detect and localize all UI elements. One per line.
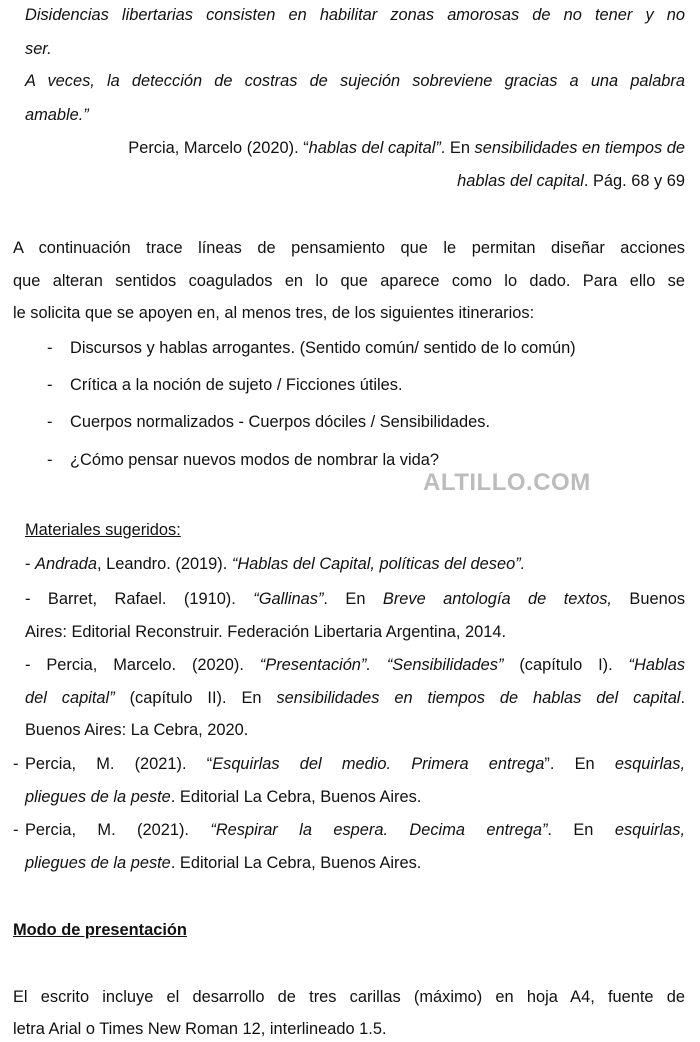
reference-5-line-1 [25,819,685,841]
ref-book: Breve antología de textos, [382,590,612,608]
ref-in: . En [323,590,383,608]
citation-book-title: sensibilidades en tiempos de [474,139,685,157]
reference-5-line-2 [25,852,421,874]
ref-title: “Gallinas” [253,590,324,608]
materials-heading: Materiales sugeridos: [25,521,181,539]
watermark-logo: ALTILLO.COM [423,469,591,496]
itinerary-item: Crítica a la noción de sujeto / Ficciones útiles. [70,376,403,394]
quote-line-3: A veces, la detección de costras de sujeción sobreviene gracias a una palabra [25,72,685,90]
itinerary-item: Discursos y hablas arrogantes. (Sentido común/ sentido de lo común) [70,339,576,357]
citation-chapter-title: hablas del capital” [308,139,441,157]
ref-author-year: Percia, M. (2021). “ [25,755,213,773]
ref-author: Andrada [35,555,97,573]
citation-pages: . Pág. 68 y 69 [583,172,685,190]
reference-1 [25,553,525,575]
ref-dash: - [25,555,36,573]
ref-chapter: (capítulo II). En [114,689,277,707]
quote-line-1: Disidencias libertarias consisten en habilitar zonas amorosas de no tener y no [25,6,685,24]
reference-4-dash: - [13,755,19,773]
ref-book: pliegues de la peste [25,854,171,872]
reference-4-line-1 [25,753,685,775]
ref-in: . En [547,821,615,839]
reference-3-line-3: Buenos Aires: La Cebra, 2020. [25,721,249,739]
ref-author-year: Percia, M. (2021). [25,821,211,839]
citation-book-title-cont: hablas del capital [457,172,584,190]
reference-3-line-2 [25,687,685,709]
quote-line-4: amable.” [25,106,89,124]
ref-book: esquirlas, [614,755,685,773]
presentation-line-1: El escrito incluye el desarrollo de tres carillas (máximo) en hoja A4, fuente de [13,988,685,1006]
quote-line-2: ser. [25,40,52,58]
presentation-line-2: letra Arial o Times New Roman 12, interlineado 1.5. [13,1020,387,1038]
ref-period: . [680,689,686,707]
ref-author-year: - Percia, Marcelo. (2020). [25,656,260,674]
bullet-marker: - [47,413,53,431]
citation-author: Percia, Marcelo (2020). “ [128,139,309,157]
quote-citation-line-2 [25,170,685,192]
ref-title: Esquirlas del medio. Primera entrega [212,755,545,773]
ref-title: “Presentación”. “Sensibilidades” [259,656,504,674]
ref-book: sensibilidades en tiempos de hablas del capital [276,689,681,707]
ref-publisher: . Editorial La Cebra, Buenos Aires. [170,788,422,806]
quote-citation-line-1 [42,137,685,159]
ref-publisher: . Editorial La Cebra, Buenos Aires. [170,854,422,872]
reference-4-line-2 [25,786,421,808]
reference-2-line-1 [25,588,685,610]
instructions-line-2: que alteran sentidos coagulados en lo que aparece como lo dado. Para ello se [13,272,685,290]
bullet-marker: - [47,339,53,357]
reference-2-line-2: Aires: Editorial Reconstruir. Federación Libertaria Argentina, 2014. [25,623,507,641]
reference-3-line-1 [25,654,685,676]
ref-in: ”. En [544,755,615,773]
ref-author-year: , Leandro. (2019). [97,555,232,573]
instructions-line-1: A continuación trace líneas de pensamiento que le permitan diseñar acciones [13,239,685,257]
ref-author-year: - Barret, Rafael. (1910). [25,590,254,608]
reference-5-dash: - [13,821,19,839]
citation-in: . En [440,139,475,157]
presentation-heading: Modo de presentación [13,921,187,939]
bullet-marker: - [47,376,53,394]
ref-title: “Respirar la espera. Decima entrega” [210,821,548,839]
instructions-line-3: le solicita que se apoyen en, al menos tres, de los siguientes itinerarios: [13,304,535,322]
ref-city: Buenos [611,590,686,608]
ref-chapter: (capítulo I). [503,656,629,674]
bullet-marker: - [47,451,53,469]
itinerary-item: ¿Cómo pensar nuevos modos de nombrar la vida? [70,451,439,469]
ref-title: del capital” [25,689,115,707]
ref-title: “Hablas del Capital, políticas del deseo”. [231,555,526,573]
ref-book: pliegues de la peste [25,788,171,806]
itinerary-item: Cuerpos normalizados - Cuerpos dóciles / Sensibilidades. [70,413,490,431]
ref-book: esquirlas, [614,821,685,839]
ref-title: “Hablas [628,656,686,674]
